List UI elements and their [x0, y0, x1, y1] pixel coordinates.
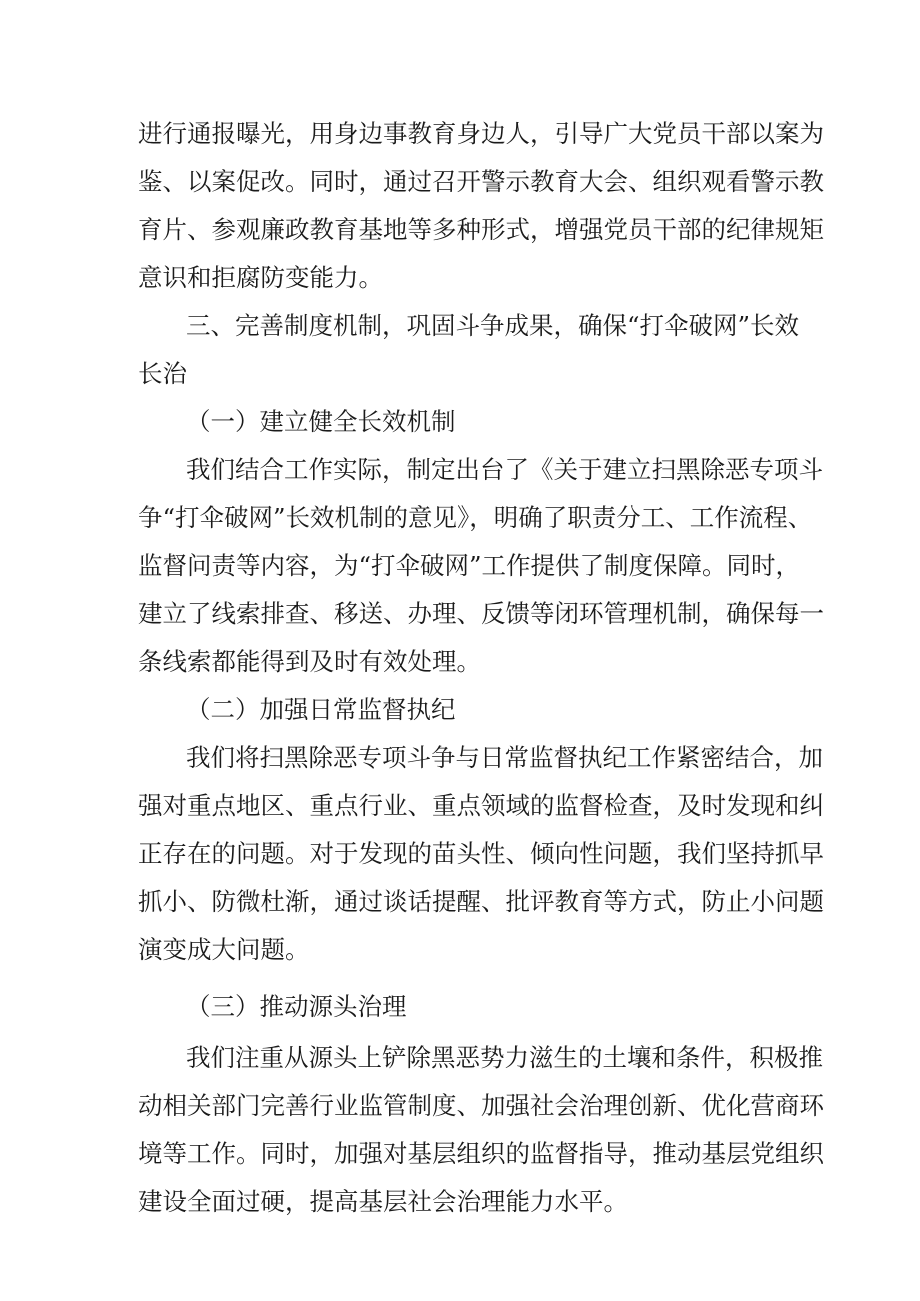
text-line: 演变成大问题。: [138, 935, 310, 964]
text-line: 意识和拒腐防变能力。: [138, 263, 383, 292]
subsection-heading-1: （一）建立健全长效机制: [186, 407, 456, 436]
text-line: 建立了线索排查、移送、办理、反馈等闭环管理机制，确保每一: [138, 599, 824, 628]
text-line: 鉴、以案促改。同时，通过召开警示教育大会、组织观看警示教: [138, 167, 824, 196]
text-line: 动相关部门完善行业监管制度、加强社会治理创新、优化营商环: [138, 1091, 824, 1120]
text-line: 育片、参观廉政教育基地等多种形式，增强党员干部的纪律规矩: [138, 215, 824, 244]
text-line: 境等工作。同时，加强对基层组织的监督指导，推动基层党组织: [138, 1139, 824, 1168]
text-line: 我们将扫黑除恶专项斗争与日常监督执纪工作紧密结合，加: [186, 743, 823, 772]
text-line: 正存在的问题。对于发现的苗头性、倾向性问题，我们坚持抓早: [138, 839, 824, 868]
text-line: 争“打伞破网”长效机制的意见》，明确了职责分工、工作流程、: [138, 503, 813, 532]
text-line: 抓小、防微杜渐，通过谈话提醒、批评教育等方式，防止小问题: [138, 887, 824, 916]
text-line: 建设全面过硬，提高基层社会治理能力水平。: [138, 1187, 628, 1216]
text-line: 三、完善制度机制，巩固斗争成果，确保“打伞破网”长效: [186, 311, 800, 340]
text-line: 强对重点地区、重点行业、重点领域的监督检查，及时发现和纠: [138, 791, 824, 820]
text-line: 监督问责等内容，为“打伞破网”工作提供了制度保障。同时，: [138, 551, 801, 580]
text-line: 进行通报曝光，用身边事教育身边人，引导广大党员干部以案为: [138, 119, 824, 148]
text-line: 我们注重从源头上铲除黑恶势力滋生的土壤和条件，积极推: [186, 1043, 823, 1072]
subsection-heading-2: （二）加强日常监督执纪: [186, 695, 456, 724]
text-line: 我们结合工作实际，制定出台了《关于建立扫黑除恶专项斗: [186, 455, 823, 484]
subsection-heading-3: （三）推动源头治理: [186, 992, 407, 1021]
text-line: 条线索都能得到及时有效处理。: [138, 647, 481, 676]
text-line: 长治: [138, 359, 187, 388]
